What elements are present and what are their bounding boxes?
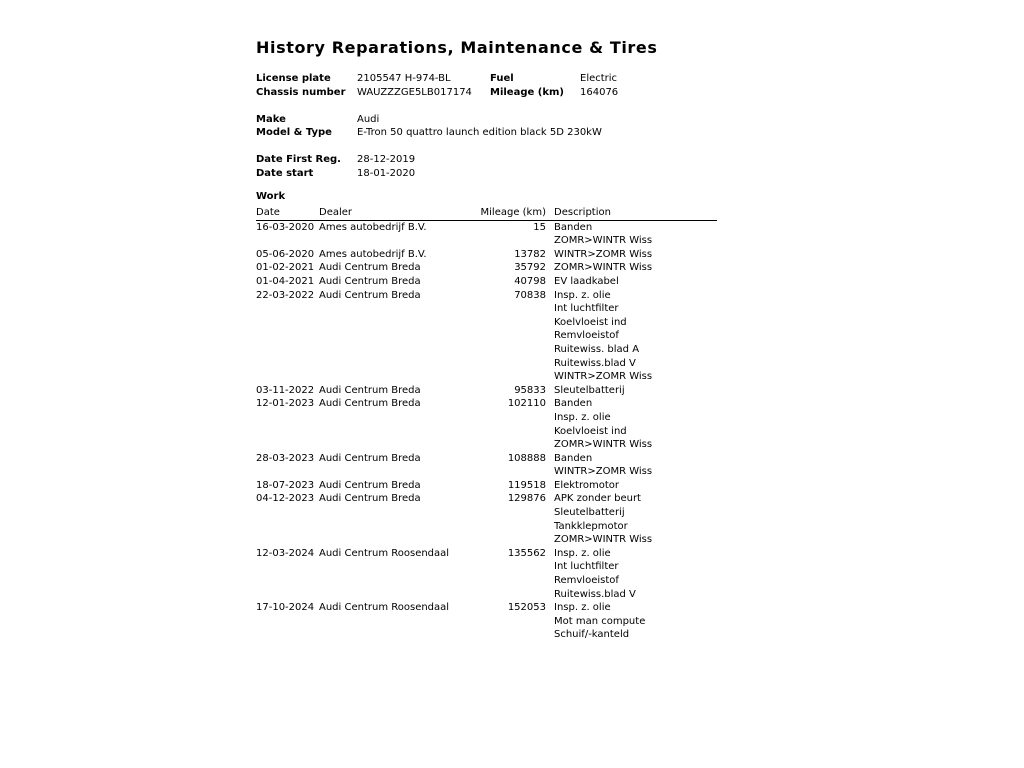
model-type-label: Model & Type [256, 127, 332, 138]
description-line: Sleutelbatterij [554, 507, 625, 519]
row-date: 12-01-2023 [256, 398, 315, 410]
row-date: 01-02-2021 [256, 262, 315, 274]
fuel-value: Electric [580, 73, 618, 84]
row-description [554, 397, 1015, 451]
description-line: Remvloeistof [554, 330, 619, 342]
row-date: 04-12-2023 [256, 493, 315, 505]
license-plate-label: License plate [256, 73, 331, 84]
row-date: 18-07-2023 [256, 479, 315, 491]
table-row [256, 275, 717, 289]
row-dealer: Audi Centrum Breda [319, 398, 421, 410]
row-mileage: 119518 [507, 479, 546, 491]
make-value: Audi [357, 114, 380, 125]
table-row [256, 397, 717, 451]
description-line: Int luchtfilter [554, 561, 619, 573]
row-mileage: 108888 [507, 452, 546, 464]
model-type-value: E-Tron 50 quattro launch edition black 5D 230kW [357, 127, 602, 138]
description-line: Sleutelbatterij [554, 384, 625, 396]
row-mileage: 13782 [514, 248, 546, 260]
work-table-header [256, 206, 717, 221]
row-dealer: Audi Centrum Breda [319, 452, 421, 464]
row-mileage: 152053 [507, 602, 546, 614]
row-description [554, 547, 1015, 601]
description-line: Banden [554, 221, 593, 233]
header-date: Date [256, 207, 280, 218]
description-line: Elektromotor [554, 479, 619, 491]
description-line: Ruitewiss.blad V [554, 357, 636, 369]
row-dealer: Audi Centrum Breda [319, 493, 421, 505]
row-mileage: 129876 [507, 493, 546, 505]
date-start-value: 18-01-2020 [357, 168, 416, 179]
description-line: WINTR>ZOMR Wiss [554, 248, 653, 260]
description-line: APK zonder beurt [554, 493, 641, 505]
table-row [256, 221, 717, 248]
description-line: Banden [554, 452, 593, 464]
header-dealer: Dealer [319, 207, 353, 218]
mileage-value: 164076 [580, 87, 619, 98]
row-date: 12-03-2024 [256, 547, 315, 559]
description-line: Ruitewiss. blad A [554, 343, 640, 355]
row-dealer: Audi Centrum Breda [319, 384, 421, 396]
description-line: WINTR>ZOMR Wiss [554, 466, 653, 478]
description-line: Insp. z. olie [554, 411, 611, 423]
table-row [256, 547, 717, 601]
row-dealer: Ames autobedrijf B.V. [319, 248, 427, 260]
row-dealer: Audi Centrum Breda [319, 262, 421, 274]
table-row [256, 492, 717, 546]
description-line: Insp. z. olie [554, 547, 611, 559]
description-line: WINTR>ZOMR Wiss [554, 371, 653, 383]
row-description [554, 601, 1015, 642]
row-description [554, 261, 1015, 275]
mileage-label: Mileage (km) [490, 87, 564, 98]
row-date: 05-06-2020 [256, 248, 315, 260]
description-line: Remvloeistof [554, 575, 619, 587]
header-description: Description [554, 207, 611, 218]
work-table-body [256, 221, 717, 642]
description-line: Mot man compute [554, 615, 646, 627]
table-row [256, 384, 717, 398]
row-mileage: 102110 [507, 398, 546, 410]
row-dealer: Ames autobedrijf B.V. [319, 221, 427, 233]
row-dealer: Audi Centrum Breda [319, 275, 421, 287]
date-first-reg-label: Date First Reg. [256, 154, 341, 165]
description-line: Int luchtfilter [554, 303, 619, 315]
date-first-reg-value: 28-12-2019 [357, 154, 416, 165]
description-line: Koelvloeist ind [554, 316, 627, 328]
description-line: Insp. z. olie [554, 289, 611, 301]
description-line: Schuif/-kanteld [554, 629, 630, 641]
row-description [554, 479, 1015, 493]
row-mileage: 35792 [514, 262, 546, 274]
description-line: Insp. z. olie [554, 602, 611, 614]
work-section-title: Work [256, 191, 286, 202]
row-description [554, 289, 1015, 384]
row-mileage: 70838 [514, 289, 546, 301]
table-row [256, 289, 717, 384]
row-dealer: Audi Centrum Breda [319, 479, 421, 491]
description-line: ZOMR>WINTR Wiss [554, 534, 653, 546]
row-mileage: 135562 [507, 547, 546, 559]
table-row [256, 452, 717, 479]
row-description [554, 248, 1015, 262]
row-mileage: 95833 [514, 384, 546, 396]
table-row [256, 479, 717, 493]
page-title: History Reparations, Maintenance & Tires [256, 38, 658, 57]
row-mileage: 40798 [514, 275, 546, 287]
make-label: Make [256, 114, 286, 125]
license-plate-value: 2105547 H-974-BL [357, 73, 451, 84]
row-dealer: Audi Centrum Roosendaal [319, 547, 450, 559]
table-row [256, 248, 717, 262]
row-description [554, 492, 1015, 546]
header-mileage: Mileage (km) [480, 207, 546, 218]
row-date: 17-10-2024 [256, 602, 315, 614]
row-dealer: Audi Centrum Breda [319, 289, 421, 301]
description-line: ZOMR>WINTR Wiss [554, 262, 653, 274]
row-description [554, 275, 1015, 289]
row-date: 03-11-2022 [256, 384, 315, 396]
description-line: Koelvloeist ind [554, 425, 627, 437]
chassis-number-label: Chassis number [256, 87, 346, 98]
row-dealer: Audi Centrum Roosendaal [319, 602, 450, 614]
row-description [554, 452, 1015, 479]
description-line: Banden [554, 398, 593, 410]
row-date: 28-03-2023 [256, 452, 315, 464]
description-line: ZOMR>WINTR Wiss [554, 235, 653, 247]
work-table [256, 206, 717, 642]
row-mileage: 15 [533, 221, 546, 233]
row-date: 01-04-2021 [256, 275, 315, 287]
fuel-label: Fuel [490, 73, 514, 84]
chassis-number-value: WAUZZZGE5LB017174 [357, 87, 472, 98]
description-line: Ruitewiss.blad V [554, 588, 636, 600]
description-line: EV laadkabel [554, 275, 619, 287]
table-row [256, 601, 717, 642]
description-line: Tankklepmotor [554, 520, 628, 532]
row-date: 22-03-2022 [256, 289, 315, 301]
table-row [256, 261, 717, 275]
description-line: ZOMR>WINTR Wiss [554, 439, 653, 451]
row-description [554, 221, 1015, 248]
date-start-label: Date start [256, 168, 314, 179]
row-date: 16-03-2020 [256, 221, 315, 233]
row-description [554, 384, 1015, 398]
